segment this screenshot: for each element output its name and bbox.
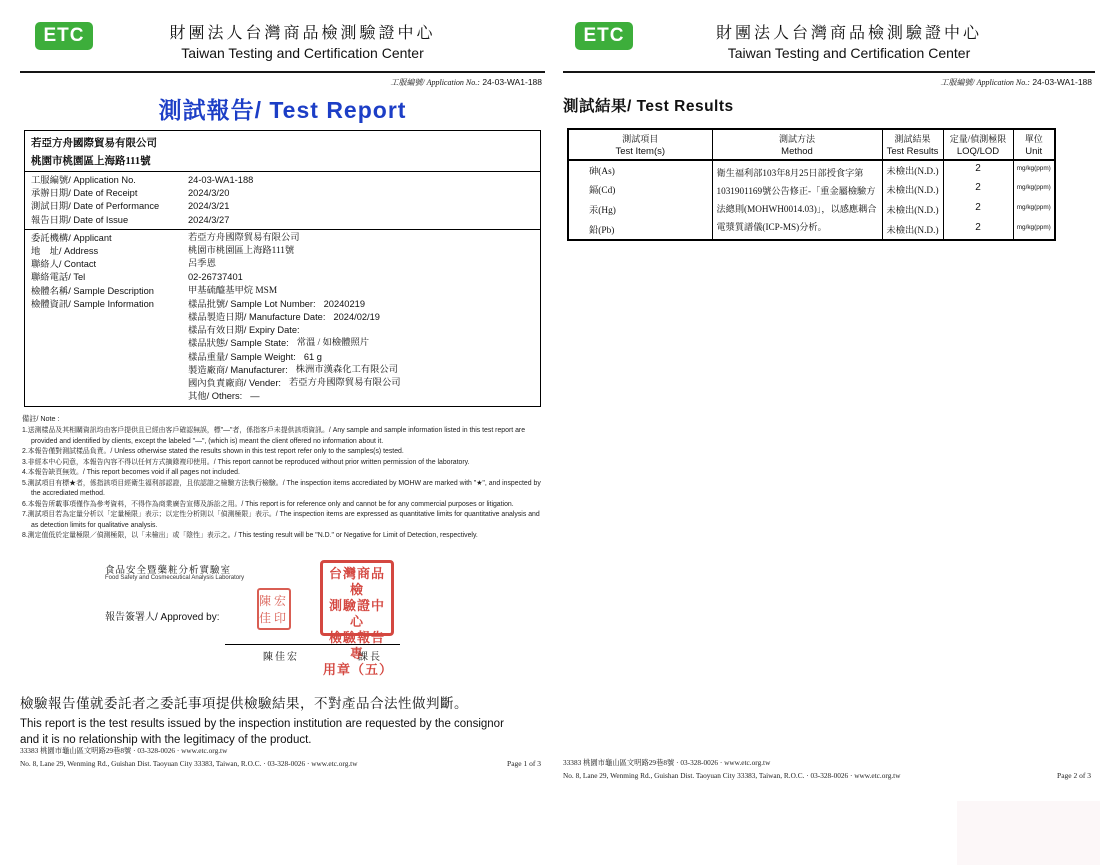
seal-text: 測驗證中心 [328,597,385,629]
detail-label: 委託機構/ Applicant [31,232,112,243]
sample-info-row [25,377,540,390]
applicant-name: 若亞方舟國際貿易有限公司 [31,138,157,149]
sample-line-label: 樣品製造日期/ Manufacture Date: [188,312,326,323]
sample-info-line [188,377,534,390]
scan-artifact-patch [957,801,1100,865]
col-loq-lod: 定量/偵測極限 LOQ/LOD [943,129,1013,160]
detail-label: 聯絡電話/ Tel [31,272,86,283]
sample-line-value: — [250,391,260,402]
personal-seal-stamp [257,588,291,630]
test-item: 汞(Hg) [568,200,712,220]
header-rule [20,71,545,73]
signer-name: 陳佳宏 [263,651,299,663]
notes-title: 備註/ Note : [22,414,60,424]
note-item: 2.本報告僅對測試樣品負責。/ Unless otherwise stated the results shown in this test report refer only to the samples(s) tested. [22,448,404,456]
note-item: 3.非經本中心同意，本報告內容不得以任何方式摘錄複印使用。/ This report cannot be reproduced without prior written permission of the laboratory. [22,458,470,466]
sample-line-value: 20240219 [323,298,365,309]
info-value: 2024/3/21 [188,201,230,212]
lab-name-zh: 食品安全暨藥粧分析實驗室 [105,565,232,576]
detail-row [25,245,540,258]
detail-label: 檢體名稱/ Sample Description [31,285,154,296]
org-names [20,20,545,61]
info-value: 2024/3/27 [188,214,230,225]
detail-value: 甲基硫醯基甲烷 MSM [188,285,278,296]
seal-text: 陳佳 [259,593,272,625]
detail-value: 若亞方舟國際貿易有限公司 [188,232,300,243]
loq-value: 2 [943,160,1013,180]
loq-value: 2 [943,200,1013,220]
test-result: 未檢出(N.D.) [882,160,943,180]
loq-value: 2 [943,220,1013,240]
page1-footer [20,746,545,768]
seal-text: 檢驗報告專 [328,629,385,661]
unit-value: mg/kg(ppm) [1013,160,1055,180]
sample-info-line [188,351,534,364]
page-2-test-results [563,8,1095,798]
info-row [25,187,540,200]
seal-text: 台灣商品檢 [328,565,385,597]
seal-text: 用章（五） [323,661,394,677]
detail-row [25,258,540,271]
footer-address-en: No. 8, Lane 29, Wenming Rd., Guishan Dist. Taoyuan City 33383, Taiwan, R.O.C. · 03-328-0026 · www.etc.org.tw [20,759,358,768]
sample-line-label: 樣品有效日期/ Expiry Date: [188,325,300,336]
page2-header [563,20,1095,68]
unit-value: mg/kg(ppm) [1013,200,1055,220]
sample-info-row [25,324,540,337]
info-value: 24-03-WA1-188 [188,175,254,185]
header-rule [563,71,1095,73]
sample-line-label: 樣品批號/ Sample Lot Number: [188,298,316,309]
sample-info-row [25,390,540,403]
sample-info-row [25,311,540,324]
col-test-results: 測試結果 Test Results [882,129,943,160]
page2-footer [563,758,1095,780]
unit-value: mg/kg(ppm) [1013,180,1055,200]
sample-info-row [25,337,540,350]
test-item: 砷(As) [568,160,712,180]
info-row [25,174,540,187]
page-1-test-report [20,8,545,798]
info-label: 承辦日期/ Date of Receipt [31,188,138,199]
detail-value: 桃園市桃園區上海路111號 [188,246,295,257]
signature-area [20,560,545,680]
org-name-en: Taiwan Testing and Certification Center [181,45,424,61]
page-number: Page 1 of 3 [507,759,541,768]
org-name-zh: 財團法人台灣商品檢測驗證中心 [169,25,436,42]
sample-info-row [25,364,540,377]
etc-logo: ETC [575,22,633,50]
test-item: 鉛(Pb) [568,220,712,240]
sample-line-label: 樣品狀態/ Sample State: [188,338,289,349]
application-no-line [20,77,545,88]
sample-line-value: 若亞方舟國際貿易有限公司 [289,378,401,389]
seal-text: 宏印 [274,593,287,625]
note-item: 4.本報告缺頁無效。/ This report becomes void if all pages not included. [22,469,240,477]
sample-info-line [188,324,534,337]
footer-row2 [20,759,545,768]
detail-row [25,285,540,298]
disclaimer-en-line: and it is no relationship with the legitimacy of the product. [20,734,312,747]
test-result: 未檢出(N.D.) [882,200,943,220]
detail-row [25,271,540,284]
notes-section [22,414,543,541]
result-row [568,160,1055,180]
method-cell: 衛生福利部103年8月25日部授食字第1031901169號公告修正-「重金屬檢驗方法總則(MOHWH0014.03)」，以感應耦合電漿質譜儀(ICP-MS)分析。 [712,160,882,240]
col-test-item: 測試項目 Test Item(s) [568,129,712,160]
results-table [567,128,1056,241]
sample-info-line [188,337,534,350]
disclaimer-en [20,716,545,749]
etc-logo: ETC [35,22,93,50]
application-no-label: 工服編號/ Application No.: [390,78,480,87]
report-info-table [24,130,541,407]
footer-address-zh: 33383 桃園市龜山區文明路29巷8號 · 03-328-0026 · www.etc.org.tw [20,746,228,755]
info-row [25,200,540,213]
table-separator [25,229,540,230]
page2-title: 測試結果/ Test Results [563,98,734,115]
detail-label: 地 址/ Address [31,246,99,257]
org-names [563,20,1095,61]
col-method: 測試方法 Method [712,129,882,160]
detail-row [25,232,540,245]
sample-line-label: 國內負責廠商/ Vender: [188,378,281,389]
sample-line-label: 樣品重量/ Sample Weight: [188,351,296,362]
org-name-zh: 財團法人台灣商品檢測驗證中心 [715,25,982,42]
signer-title: 課長 [358,651,382,663]
sample-line-label: 製造廠商/ Manufacturer: [188,364,288,375]
sample-info-label: 檢體資訊/ Sample Information [31,298,154,309]
info-label: 工服編號/ Application No. [31,175,136,185]
note-item: 1.送測樣品及其相關資訊均由客戶提供且已經由客戶確認無誤，標"—"者，係指客戶未提供該項資訊。/ Any sample and sample information listed in this test report are provided and identified by clients, except the labeled "—", (which is) meant the client offered no information about it. [22,427,526,445]
test-result: 未檢出(N.D.) [882,220,943,240]
sample-info-line [188,390,534,403]
application-no-value: 24-03-WA1-188 [482,77,542,87]
info-value: 2024/3/20 [188,188,230,199]
approved-by-label: 報告簽署人/ Approved by: [105,611,220,623]
loq-value: 2 [943,180,1013,200]
sample-line-label: 其他/ Others: [188,391,243,402]
note-item: 7.測試項目若為定量分析以「定量極限」表示；以定性分析則以「偵測極限」表示。/ The inspection items are expressed as quantitative limits for quantitative analysis and as detection limits for qualitative analysis. [22,511,540,529]
application-no-label: 工服編號/ Application No.: [940,78,1030,87]
signature-line [225,644,400,645]
results-header-row [568,129,1055,160]
sample-line-value: 2024/02/19 [333,312,380,323]
info-label: 測試日期/ Date of Performance [31,201,160,212]
sample-line-value: 株洲市漢森化工有限公司 [295,364,398,375]
col-unit: 單位 Unit [1013,129,1055,160]
disclaimer-zh: 檢驗報告僅就委託者之委託事項提供檢驗結果，不對產品合法性做判斷。 [20,695,468,711]
application-no-line [563,77,1095,88]
sample-info-line [188,364,534,377]
page1-title: 測試報告/ Test Report [158,97,407,123]
disclaimer-en-line: This report is the test results issued by the inspection institution are requested by the consignor [20,717,504,730]
note-item: 6.本報告所載事項僅作為參考資料，不得作為商業廣告宣傳及訴訟之用。/ This report is for reference only and cannot be for any commercial purposes or litigation. [22,500,514,508]
lab-name-en: Food Safety and Cosmeceutical Analysis Laboratory [105,574,245,581]
unit-value: mg/kg(ppm) [1013,220,1055,240]
test-result: 未檢出(N.D.) [882,180,943,200]
sample-info-row [25,351,540,364]
info-row [25,214,540,227]
footer-address-zh: 33383 桃園市龜山區文明路29巷8號 · 03-328-0026 · www.etc.org.tw [563,758,771,767]
footer-address-en: No. 8, Lane 29, Wenming Rd., Guishan Dist. Taoyuan City 33383, Taiwan, R.O.C. · 03-328-0026 · www.etc.org.tw [563,771,901,780]
sample-line-value: 常溫 / 如檢體照片 [296,338,370,349]
detail-value: 02-26737401 [188,272,243,283]
application-no-value: 24-03-WA1-188 [1032,77,1092,87]
detail-value: 呂季恩 [188,259,216,270]
note-item: 5.測試項目有標★者，係指該項目經衛生福利部認證，且依認證之檢驗方法執行檢驗。/ The inspection items accrediated by MOHW are marked with "★", and inspected by the accrediated method. [22,479,541,498]
applicant-address: 桃園市桃園區上海路111號 [31,156,151,167]
page-number: Page 2 of 3 [1057,771,1091,780]
sample-line-value: 61 g [303,351,322,362]
detail-label: 聯絡人/ Contact [31,259,97,270]
table-separator [25,171,540,172]
org-name-en: Taiwan Testing and Certification Center [727,45,971,61]
sample-info-line [188,298,534,311]
note-item: 8.測定值低於定量極限／偵測極限，以「未檢出」或「陰性」表示之。/ This testing result will be "N.D." or Negative for Limit of Detection, respectively. [22,532,478,540]
page1-header [20,20,545,68]
info-label: 報告日期/ Date of Issue [31,214,129,225]
sample-info-row [25,298,540,311]
test-item: 鎘(Cd) [568,180,712,200]
sample-info-line [188,311,534,324]
footer-row2 [563,771,1095,780]
